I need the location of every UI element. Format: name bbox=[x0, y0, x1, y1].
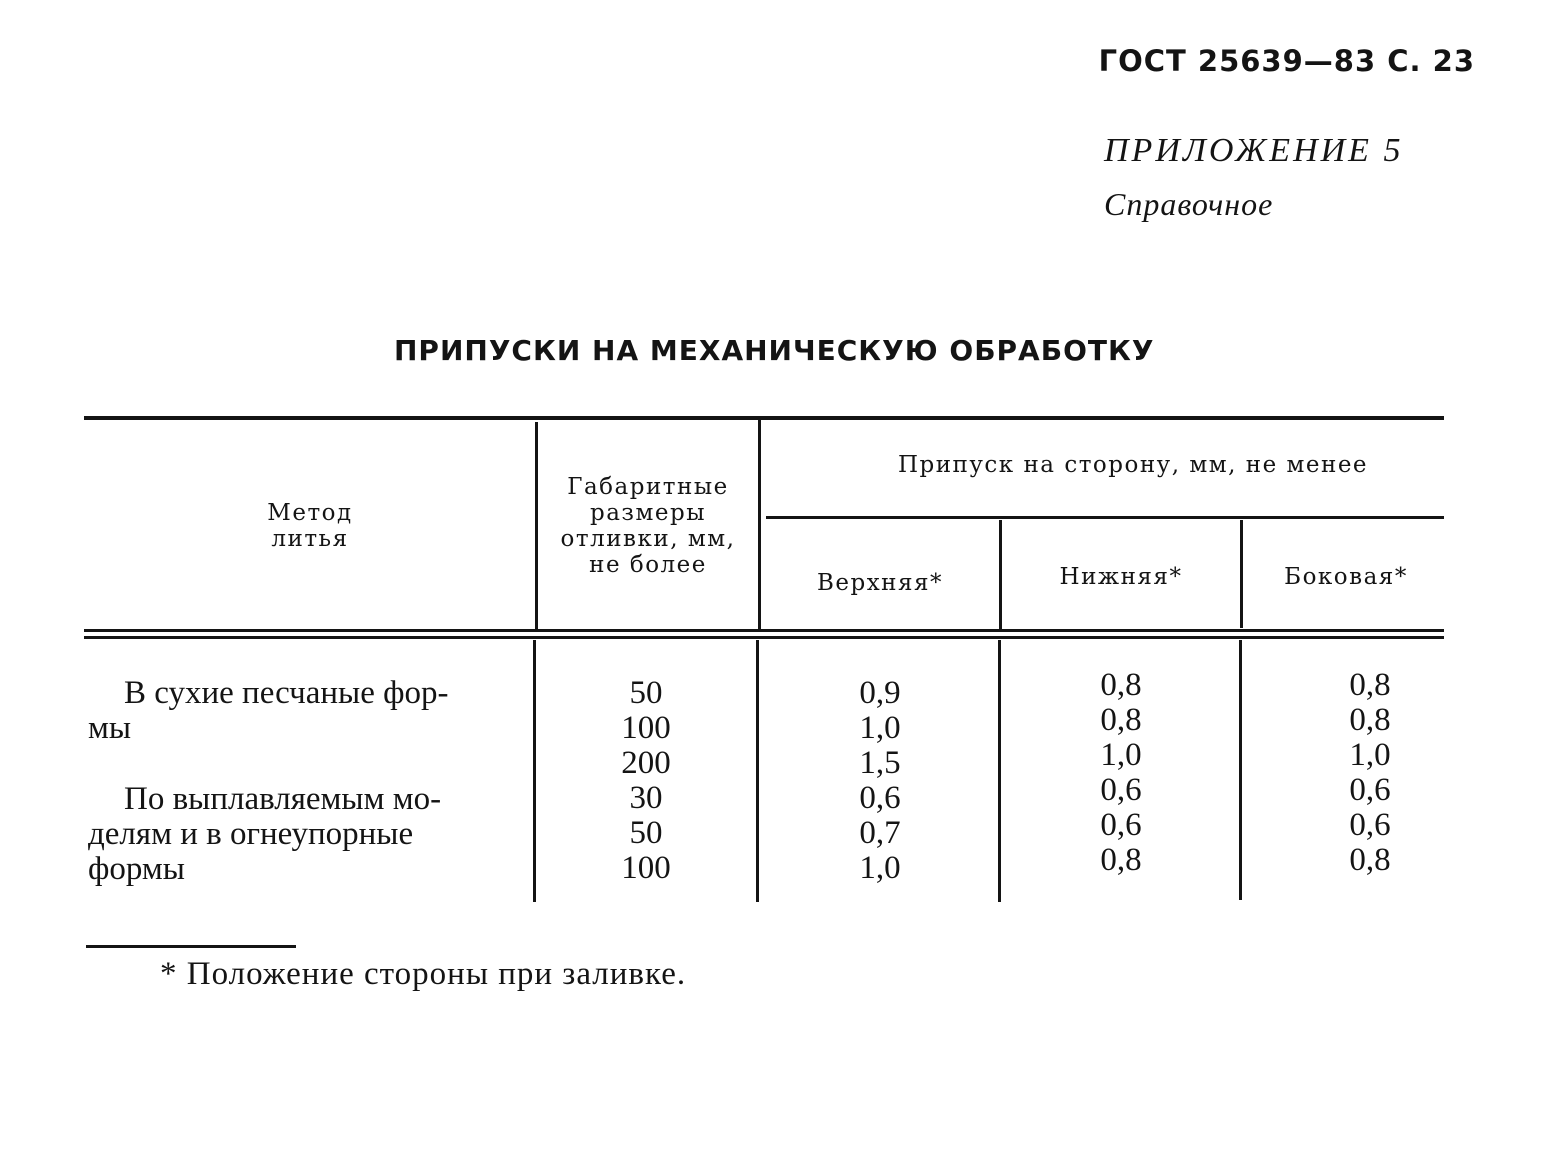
lower-column bbox=[1006, 668, 1236, 878]
table-cell: 0,9 bbox=[859, 675, 901, 711]
method-investment: По выплавляемым мо- делям и в огнеупорные формы bbox=[88, 781, 442, 887]
table-cell: 50 bbox=[629, 675, 663, 711]
side-column bbox=[1246, 668, 1494, 878]
table-cell: 1,0 bbox=[859, 850, 901, 886]
header-upper: Верхняя* bbox=[816, 570, 944, 596]
gost-reference: ГОСТ 25639—83 С. 23 bbox=[1098, 44, 1475, 78]
table-cell: 0,8 bbox=[1100, 842, 1142, 878]
header-divider-1 bbox=[535, 422, 538, 630]
table-cell: 0,6 bbox=[1100, 807, 1142, 843]
header-allowance-group: Припуск на сторону, мм, не менее bbox=[897, 452, 1369, 478]
table-cell: 0,8 bbox=[1349, 702, 1391, 738]
header-lower: Нижняя* bbox=[1059, 564, 1183, 590]
table-cell: 0,8 bbox=[1349, 842, 1391, 878]
upper-column bbox=[764, 676, 996, 886]
table-cell: 0,6 bbox=[1100, 772, 1142, 808]
table-cell: 0,6 bbox=[1349, 807, 1391, 843]
header-method: Метод литья bbox=[267, 500, 353, 552]
table-cell: 1,0 bbox=[1349, 737, 1391, 773]
appendix-type: Справочное bbox=[1104, 186, 1274, 222]
header-casting-size: Габаритные размеры отливки, мм, не более bbox=[560, 474, 736, 578]
footnote: * Положение стороны при заливке. bbox=[160, 956, 687, 992]
header-double-rule-2 bbox=[84, 636, 1444, 639]
appendix-label: ПРИЛОЖЕНИЕ 5 bbox=[1104, 132, 1404, 169]
table-top-rule bbox=[84, 416, 1444, 420]
table-cell: 50 bbox=[629, 815, 663, 851]
header-divider-3 bbox=[999, 520, 1002, 630]
table-cell: 100 bbox=[621, 710, 671, 746]
footnote-rule bbox=[86, 945, 296, 948]
body-divider-1 bbox=[533, 640, 536, 902]
table-cell: 0,7 bbox=[859, 815, 901, 851]
subheader-rule bbox=[766, 516, 1444, 519]
method-dry-sand: В сухие песчаные фор- мы bbox=[88, 675, 449, 746]
table-cell: 200 bbox=[621, 745, 671, 781]
table-cell: 0,8 bbox=[1349, 667, 1391, 703]
header-side: Боковая* bbox=[1284, 564, 1408, 590]
header-divider-4 bbox=[1240, 520, 1243, 628]
size-column bbox=[540, 676, 752, 886]
table-cell: 100 bbox=[621, 850, 671, 886]
table-title: ПРИПУСКИ НА МЕХАНИЧЕСКУЮ ОБРАБОТКУ bbox=[394, 334, 1155, 367]
table-cell: 0,6 bbox=[859, 780, 901, 816]
table-cell: 1,0 bbox=[859, 710, 901, 746]
header-divider-2 bbox=[758, 418, 761, 630]
table-cell: 1,5 bbox=[859, 745, 901, 781]
header-double-rule-1 bbox=[84, 629, 1444, 632]
table-cell: 0,6 bbox=[1349, 772, 1391, 808]
table-cell: 1,0 bbox=[1100, 737, 1142, 773]
table-cell: 0,8 bbox=[1100, 702, 1142, 738]
body-divider-2 bbox=[756, 640, 759, 902]
table-cell: 30 bbox=[629, 780, 663, 816]
table-cell: 0,8 bbox=[1100, 667, 1142, 703]
body-divider-3 bbox=[998, 640, 1001, 902]
body-divider-4 bbox=[1239, 640, 1242, 900]
